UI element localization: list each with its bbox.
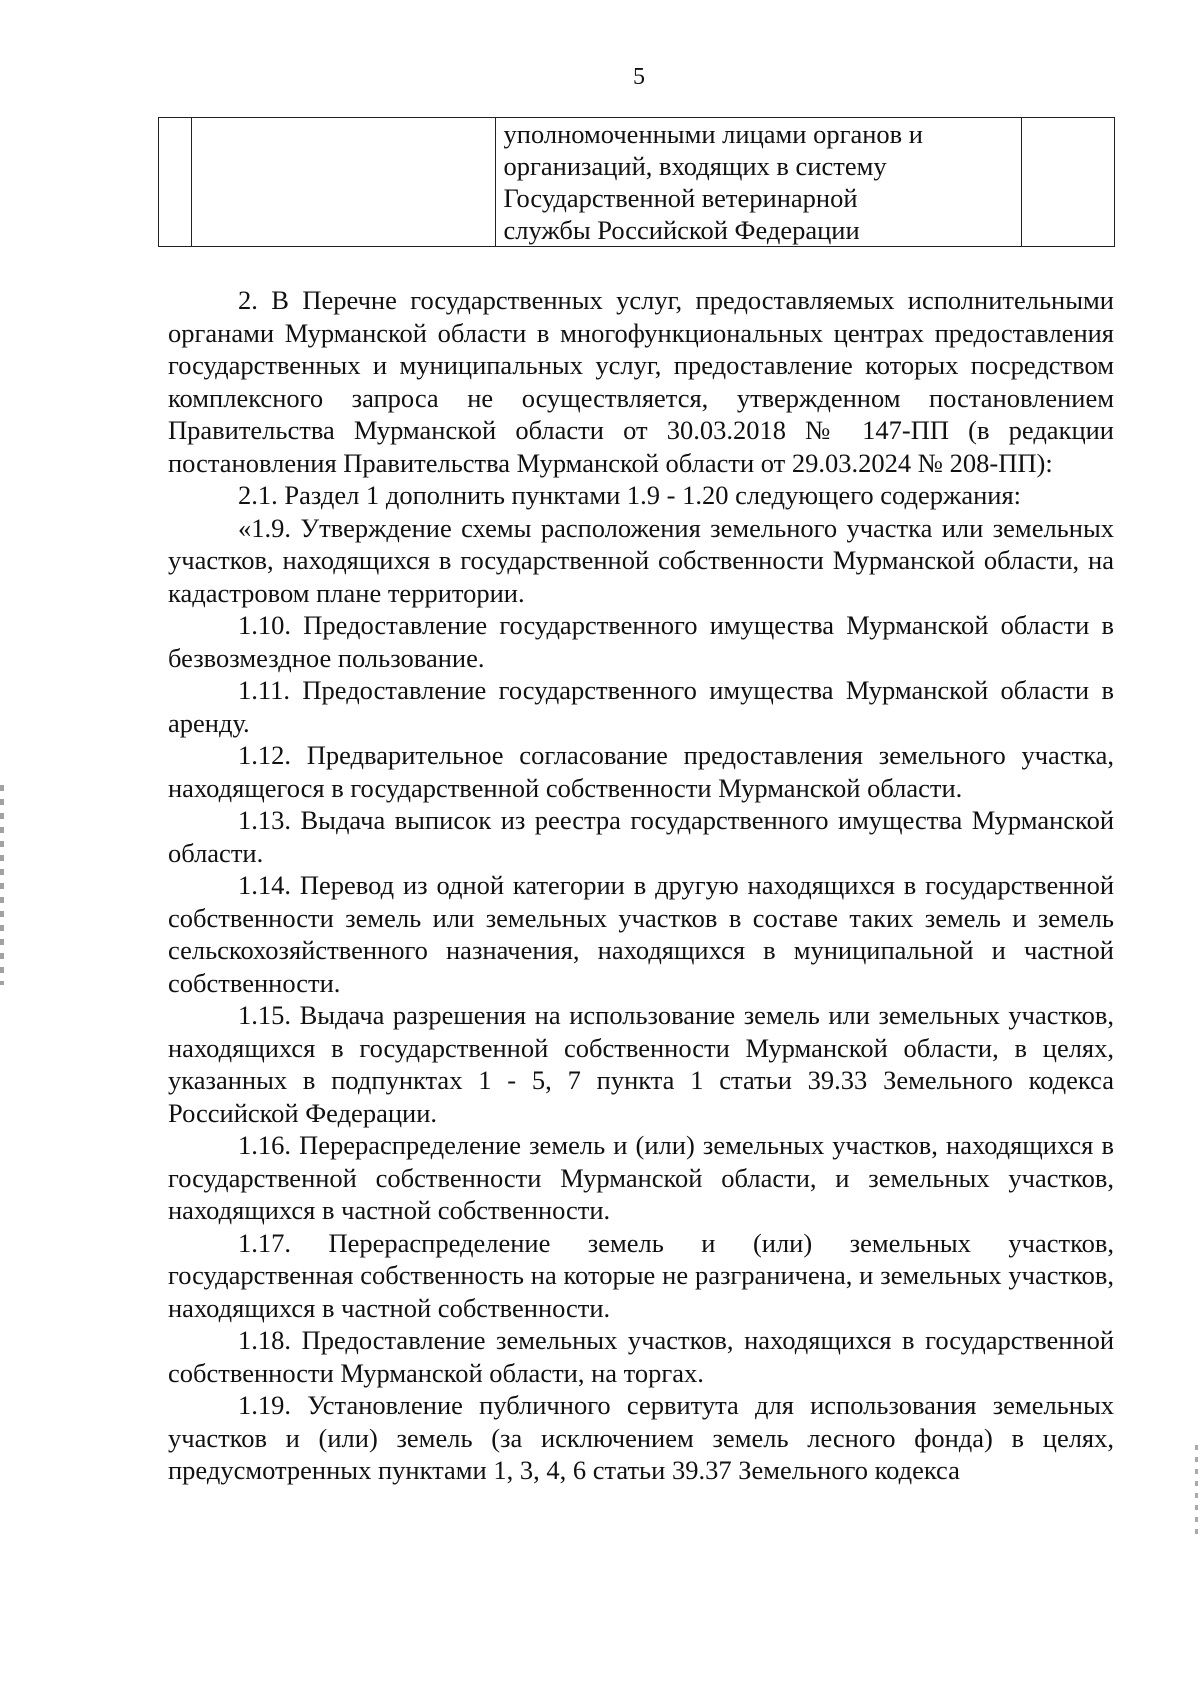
- table-cell-note: [1022, 118, 1115, 247]
- item-1-17: 1.17. Перераспределение земель и (или) земельных участков, государственная собственность на которые не разграничена, и земельных участков, находящихся в частной собственности.: [168, 1227, 1114, 1323]
- table-cell-line: Государственной ветеринарной: [503, 183, 858, 213]
- item-1-18: 1.18. Предоставление земельных участков, находящихся в государственной собственности Мурманской области, на торгах.: [168, 1325, 1114, 1388]
- table-cell-line: уполномоченными лицами органов и: [503, 119, 923, 149]
- item-1-15: 1.15. Выдача разрешения на использование земель или земельных участков, находящихся в государственной собственности Мурманской области, в целях, указанных в подпунктах 1 - 5, 7 пункта 1 статьи 39.33 Земельного кодекса Российской Федерации.: [168, 1000, 1114, 1128]
- item-1-14: 1.14. Перевод из одной категории в другую находящихся в государственной собственности земель или земельных участков в составе таких земель и земель сельскохозяйственного назначения, находящихся в муниципальной и частной собственности.: [168, 870, 1114, 998]
- scan-edge-mark: [0, 785, 4, 985]
- continuation-table: [158, 117, 1115, 247]
- item-1-19: 1.19. Установление публичного сервитута для использования земельных участков и (или) земель (за исключением земель лесного фонда) в целях, предусмотренных пунктами 1, 3, 4, 6 статьи 39.37 Земельного кодекса: [168, 1390, 1114, 1485]
- item-1-13: 1.13. Выдача выписок из реестра государственного имущества Мурманской области.: [168, 805, 1114, 868]
- table-cell-number: [159, 118, 192, 247]
- item-1-12: 1.12. Предварительное согласование предоставления земельного участка, находящегося в государственной собственности Мурманской области.: [168, 740, 1114, 803]
- page-number: 5: [633, 64, 645, 90]
- table-cell-description: [495, 118, 1022, 247]
- table-cell-service: [191, 118, 495, 247]
- item-1-11: 1.11. Предоставление государственного имущества Мурманской области в аренду.: [168, 675, 1114, 738]
- table-cell-line: службы Российской Федерации: [503, 215, 860, 245]
- table-row: [159, 118, 1115, 247]
- item-1-9: «1.9. Утверждение схемы расположения земельного участка или земельных участков, находящихся в государственной собственности Мурманской области, на кадастровом плане территории.: [168, 512, 1114, 608]
- paragraph-2-1: 2.1. Раздел 1 дополнить пунктами 1.9 - 1.20 следующего содержания:: [238, 480, 1022, 510]
- item-1-16: 1.16. Перераспределение земель и (или) земельных участков, находящихся в государственной собственности Мурманской области, и земельных участков, находящихся в частной собственности.: [168, 1130, 1114, 1225]
- paragraph-2: 2. В Перечне государственных услуг, предоставляемых исполнительными органами Мурманской области в многофункциональных центрах предоставления государственных и муниципальных услуг, предоставление которых посредством комплексного запроса не осуществляется, утвержденном постановлением Правительства Мурманской области от 30.03.2018 № 147-ПП (в редакции постановления Правительства Мурманской области от 29.03.2024 № 208-ПП):: [168, 285, 1114, 478]
- item-1-10: 1.10. Предоставление государственного имущества Мурманской области в безвозмездное пользование.: [168, 610, 1114, 673]
- scan-edge-mark: [1195, 1445, 1198, 1535]
- document-body: [168, 284, 1114, 1487]
- table-cell-line: организаций, входящих в систему: [503, 151, 887, 181]
